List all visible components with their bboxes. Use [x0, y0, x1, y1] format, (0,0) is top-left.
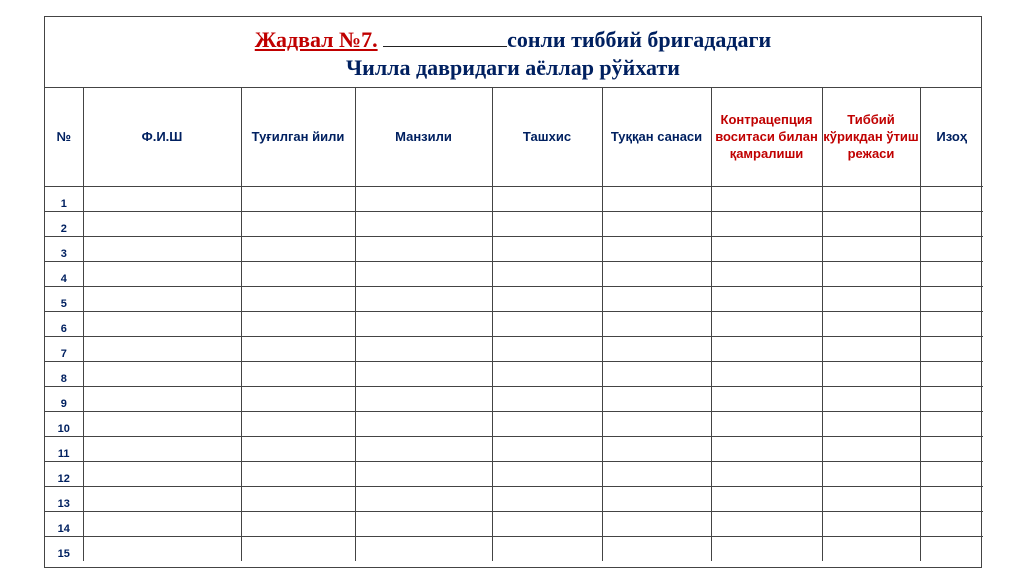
table-cell[interactable]: [920, 211, 983, 236]
table-cell[interactable]: [83, 436, 241, 461]
row-number: 15: [45, 536, 83, 561]
table-row: [45, 511, 983, 536]
table-cell[interactable]: [822, 211, 920, 236]
table-cell[interactable]: [355, 311, 492, 336]
title-suffix: сонли тиббий бригададаги: [507, 27, 772, 52]
table-cell[interactable]: [920, 311, 983, 336]
table-cell[interactable]: [355, 461, 492, 486]
table-cell[interactable]: [241, 411, 355, 436]
table-cell[interactable]: [241, 186, 355, 211]
table-cell[interactable]: [492, 536, 602, 561]
table-cell[interactable]: [83, 236, 241, 261]
table-cell[interactable]: [920, 186, 983, 211]
table-cell[interactable]: [83, 461, 241, 486]
table-cell[interactable]: [241, 286, 355, 311]
table-cell[interactable]: [492, 411, 602, 436]
table-cell[interactable]: [920, 236, 983, 261]
row-number: 11: [45, 436, 83, 461]
row-number: 9: [45, 386, 83, 411]
table-cell[interactable]: [602, 311, 711, 336]
table-cell[interactable]: [822, 536, 920, 561]
table-row: [45, 461, 983, 486]
table-cell[interactable]: [822, 286, 920, 311]
row-number: 1: [45, 186, 83, 211]
title-prefix: Жадвал №7.: [254, 27, 378, 52]
table-cell[interactable]: [83, 286, 241, 311]
table-cell[interactable]: [355, 436, 492, 461]
header-delivery-date: Туққан санаси: [602, 88, 711, 186]
table-row: [45, 311, 983, 336]
table-cell[interactable]: [83, 336, 241, 361]
table-cell[interactable]: [602, 186, 711, 211]
table-cell[interactable]: [355, 486, 492, 511]
table-cell[interactable]: [492, 236, 602, 261]
table-cell[interactable]: [83, 386, 241, 411]
table-cell[interactable]: [822, 511, 920, 536]
table-cell[interactable]: [355, 286, 492, 311]
table-cell[interactable]: [492, 386, 602, 411]
table-cell[interactable]: [492, 336, 602, 361]
table-row: [45, 536, 983, 561]
table-cell[interactable]: [711, 361, 822, 386]
table-cell[interactable]: [492, 486, 602, 511]
row-number: 2: [45, 211, 83, 236]
table-cell[interactable]: [920, 386, 983, 411]
table-cell[interactable]: [602, 261, 711, 286]
table-cell[interactable]: [83, 186, 241, 211]
table-cell[interactable]: [492, 211, 602, 236]
row-number: 12: [45, 461, 83, 486]
table-cell[interactable]: [711, 286, 822, 311]
header-birth-year: Туғилган йили: [241, 88, 355, 186]
table-cell[interactable]: [822, 361, 920, 386]
table-cell[interactable]: [492, 261, 602, 286]
document-sheet: [44, 16, 982, 568]
table-cell[interactable]: [822, 336, 920, 361]
table-cell[interactable]: [602, 411, 711, 436]
row-number: 14: [45, 511, 83, 536]
table-cell[interactable]: [822, 486, 920, 511]
table-cell[interactable]: [241, 536, 355, 561]
table-cell[interactable]: [241, 386, 355, 411]
header-number: №: [45, 88, 83, 186]
header-diagnosis: Ташхис: [492, 88, 602, 186]
header-note: Изоҳ: [920, 88, 983, 186]
table-row: [45, 486, 983, 511]
table-cell[interactable]: [355, 236, 492, 261]
table-cell[interactable]: [711, 486, 822, 511]
header-row: [45, 88, 983, 186]
row-number: 7: [45, 336, 83, 361]
table-row: [45, 211, 983, 236]
table-row: [45, 261, 983, 286]
table-cell[interactable]: [241, 461, 355, 486]
table-cell[interactable]: [355, 186, 492, 211]
table-row: [45, 411, 983, 436]
table-cell[interactable]: [822, 386, 920, 411]
table-cell[interactable]: [83, 486, 241, 511]
table-cell[interactable]: [711, 236, 822, 261]
table-cell[interactable]: [355, 511, 492, 536]
table-cell[interactable]: [920, 511, 983, 536]
row-number: 13: [45, 486, 83, 511]
table-cell[interactable]: [822, 311, 920, 336]
table-cell[interactable]: [602, 361, 711, 386]
table-cell[interactable]: [83, 511, 241, 536]
table-cell[interactable]: [241, 236, 355, 261]
table-cell[interactable]: [241, 211, 355, 236]
table-row: [45, 361, 983, 386]
table-cell[interactable]: [711, 536, 822, 561]
table-cell[interactable]: [711, 211, 822, 236]
table-cell[interactable]: [241, 311, 355, 336]
table-cell[interactable]: [920, 411, 983, 436]
table-row: [45, 186, 983, 211]
table-cell[interactable]: [920, 486, 983, 511]
table-cell[interactable]: [711, 186, 822, 211]
table-cell[interactable]: [355, 336, 492, 361]
table-cell[interactable]: [920, 536, 983, 561]
table-cell[interactable]: [711, 336, 822, 361]
table-row: [45, 336, 983, 361]
table-cell[interactable]: [602, 461, 711, 486]
table-cell[interactable]: [920, 436, 983, 461]
table-cell[interactable]: [711, 261, 822, 286]
table-cell[interactable]: [920, 336, 983, 361]
table-cell[interactable]: [492, 436, 602, 461]
table-cell[interactable]: [355, 361, 492, 386]
table-cell[interactable]: [241, 511, 355, 536]
table-cell[interactable]: [602, 486, 711, 511]
row-number: 10: [45, 411, 83, 436]
table-cell[interactable]: [83, 261, 241, 286]
table-cell[interactable]: [492, 461, 602, 486]
table-cell[interactable]: [602, 286, 711, 311]
header-contraception: Контрацепция воситаси билан қамралиши: [711, 88, 822, 186]
table-cell[interactable]: [83, 411, 241, 436]
table-cell[interactable]: [920, 261, 983, 286]
table-body: [45, 186, 983, 561]
table-cell[interactable]: [920, 286, 983, 311]
table-cell[interactable]: [83, 361, 241, 386]
header-address: Манзили: [355, 88, 492, 186]
table-cell[interactable]: [492, 361, 602, 386]
table-row: [45, 286, 983, 311]
table-cell[interactable]: [822, 186, 920, 211]
table-cell[interactable]: [83, 211, 241, 236]
table-cell[interactable]: [241, 486, 355, 511]
table-row: [45, 436, 983, 461]
table-cell[interactable]: [355, 411, 492, 436]
table-cell[interactable]: [822, 436, 920, 461]
table-title: [45, 17, 981, 88]
header-checkup-plan: Тиббий кўрикдан ўтиш режаси: [822, 88, 920, 186]
title-blank-line: [383, 26, 507, 47]
table-cell[interactable]: [711, 511, 822, 536]
row-number: 8: [45, 361, 83, 386]
table-cell[interactable]: [83, 536, 241, 561]
table-cell[interactable]: [711, 386, 822, 411]
title-line-1: [45, 26, 981, 54]
table-cell[interactable]: [241, 436, 355, 461]
row-number: 6: [45, 311, 83, 336]
table-cell[interactable]: [241, 361, 355, 386]
table-cell[interactable]: [602, 511, 711, 536]
table-cell[interactable]: [241, 261, 355, 286]
table-cell[interactable]: [241, 336, 355, 361]
table-cell[interactable]: [602, 236, 711, 261]
table-cell[interactable]: [822, 236, 920, 261]
row-number: 3: [45, 236, 83, 261]
table-cell[interactable]: [355, 536, 492, 561]
table-cell[interactable]: [355, 261, 492, 286]
table-cell[interactable]: [492, 511, 602, 536]
table-cell[interactable]: [602, 536, 711, 561]
table-row: [45, 236, 983, 261]
table-cell[interactable]: [920, 361, 983, 386]
table-cell[interactable]: [602, 386, 711, 411]
title-line-2: Чилла давридаги аёллар рўйхати: [346, 55, 680, 80]
row-number: 5: [45, 286, 83, 311]
table-cell[interactable]: [355, 211, 492, 236]
table-row: [45, 386, 983, 411]
table-cell[interactable]: [711, 411, 822, 436]
header-full-name: Ф.И.Ш: [83, 88, 241, 186]
table-cell[interactable]: [355, 386, 492, 411]
table-cell[interactable]: [711, 311, 822, 336]
table-cell[interactable]: [711, 461, 822, 486]
table-cell[interactable]: [492, 286, 602, 311]
table-cell[interactable]: [83, 311, 241, 336]
table-cell[interactable]: [492, 311, 602, 336]
table-cell[interactable]: [822, 261, 920, 286]
table-cell[interactable]: [602, 436, 711, 461]
row-number: 4: [45, 261, 83, 286]
table-cell[interactable]: [822, 411, 920, 436]
table-cell[interactable]: [711, 436, 822, 461]
table-cell[interactable]: [920, 461, 983, 486]
table-cell[interactable]: [822, 461, 920, 486]
table-cell[interactable]: [602, 211, 711, 236]
women-list-table: [45, 88, 983, 561]
table-cell[interactable]: [492, 186, 602, 211]
table-cell[interactable]: [602, 336, 711, 361]
